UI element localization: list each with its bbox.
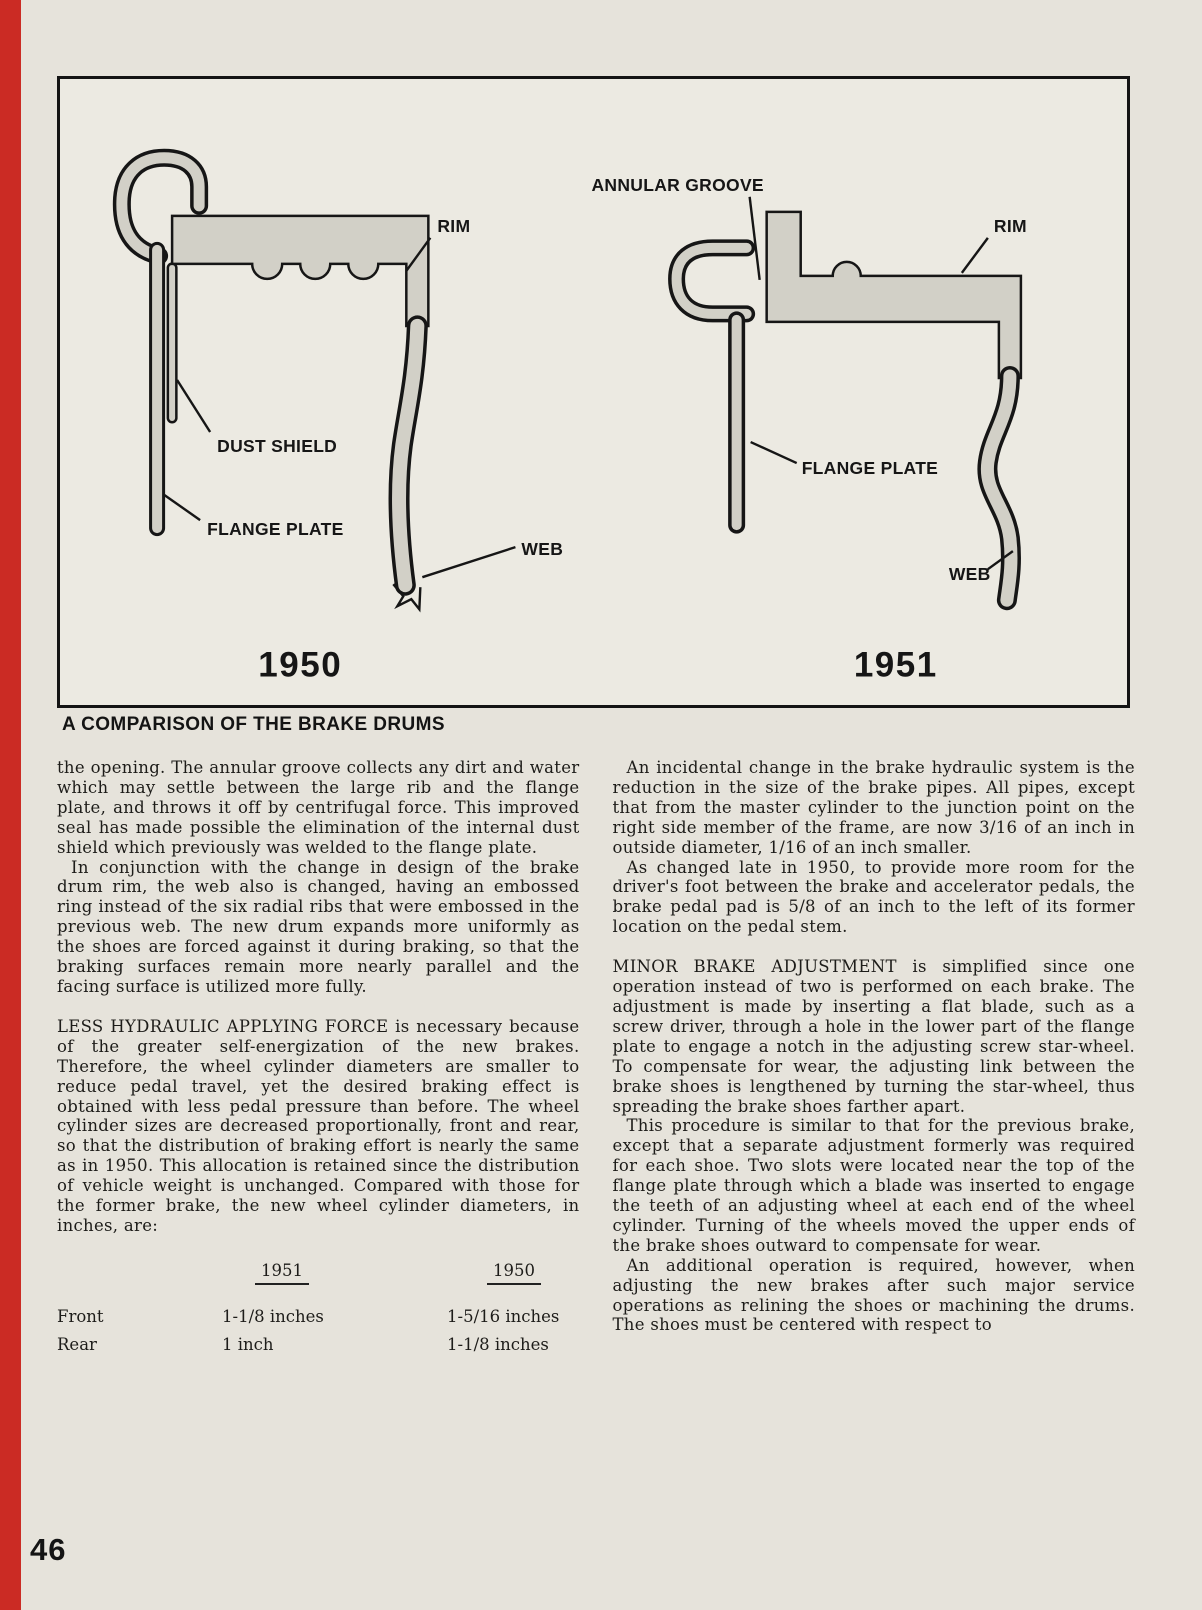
drum-1951-diagram (591, 175, 1026, 684)
table-header-row (57, 1260, 580, 1285)
year-1950-label: 1950 (258, 645, 343, 685)
table-header-1951: 1951 (255, 1260, 309, 1285)
paragraph: In conjunction with the change in design of the brake drum rim, the web also is changed, having an embossed ring instead of the six radial ribs that were embossed in the previous web. The new drum expands more uniformly as the shoes are forced against it during braking, so that the braking surfaces remain more nearly parallel and the facing surface is utilized more fully. (57, 857, 580, 996)
drum-hook-fill (677, 248, 747, 314)
page-number: 46 (30, 1532, 67, 1567)
page-edge-red-bar (0, 0, 21, 1610)
left-column (57, 758, 580, 1359)
flange-plate-label: FLANGE PLATE (207, 519, 344, 540)
rim-label: RIM (437, 215, 471, 236)
body-text (57, 758, 1135, 1359)
paragraph: An additional operation is required, however, when adjusting the new brakes after such major service operations as relining the shoes or machining the drums. The shoes must be centered with respect to (612, 1255, 1135, 1335)
web-label: WEB (521, 539, 564, 560)
value-1951: 1-1/8 inches (222, 1306, 324, 1326)
dust-shield-leader-line (177, 380, 210, 432)
rim-label: RIM (993, 215, 1027, 236)
row-label: Rear (57, 1334, 97, 1354)
row-label: Front (57, 1306, 104, 1326)
web-label: WEB (948, 564, 991, 585)
paragraph: LESS HYDRAULIC APPLYING FORCE is necessary because of the greater self-energization of the new brakes. Therefore, the wheel cylinder diameters are smaller to reduce pedal travel, yet the desired braking effect is obtained with less pedal pressure than before. The wheel cylinder sizes are decreased proportionally, front and rear, so that the distribution of braking effort is nearly the same as in 1950. This allocation is retained since the distribution of vehicle weight is unchanged. Compared with those for the former brake, the new wheel cylinder diameters, in inches, are: (57, 1016, 580, 1235)
paragraph: the opening. The annular groove collects any dirt and water which may settle between the large rib and the flange plate, and throws it off by centrifugal force. This improved seal has made possible the elimination of the internal dust shield which previously was welded to the flange plate. (57, 758, 580, 857)
dust-shield-label: DUST SHIELD (217, 436, 338, 457)
year-1951-label: 1951 (853, 645, 938, 685)
wheel-cylinder-table (57, 1260, 580, 1359)
table-header-1950: 1950 (487, 1260, 541, 1285)
brake-drum-diagram (60, 79, 1127, 705)
flange-plate-leader-line (751, 442, 797, 463)
annular-groove-label: ANNULAR GROOVE (591, 174, 764, 195)
paragraph: An incidental change in the brake hydraulic system is the reduction in the size of the brake pipes. All pipes, except that from the master cylinder to the junction point on the right side member of the frame, are now 3/16 of an inch in outside diameter, 1/16 of an inch smaller. (612, 758, 1135, 857)
paragraph: As changed late in 1950, to provide more room for the driver's foot between the brake and accelerator pedals, the brake pedal pad is 5/8 of an inch to the left of its former location on the pedal stem. (612, 857, 1135, 937)
brake-drum-comparison-figure (57, 76, 1130, 708)
table-row-front (57, 1303, 580, 1331)
flange-plate-label: FLANGE PLATE (801, 458, 939, 479)
annular-groove-leader-line (750, 197, 760, 280)
drum-1950-diagram (122, 158, 563, 684)
flange-plate-leader-line (163, 494, 200, 520)
web-leader-line (422, 547, 515, 577)
rim-leader-line (962, 238, 988, 273)
paragraph: MINOR BRAKE ADJUSTMENT is simplified since one operation instead of two is performed on each brake. The adjustment is made by inserting a flat blade, such as a screw driver, through a hole in the lower part of the flange plate to engage a notch in the adjusting screw star-wheel. To compensate for wear, the adjusting link between the brake shoes is lengthened by turning the star-wheel, thus spreading the brake shoes farther apart. (612, 957, 1135, 1116)
rim-shape (172, 216, 428, 326)
paragraph: This procedure is similar to that for the previous brake, except that a separate adjustment formerly was required for each shoe. Two slots were located near the top of the flange plate through which a blade was inserted to engage the teeth of an adjusting wheel at each end of the wheel cylinder. Turning of the wheels moved the upper ends of the brake shoes outward to compensate for wear. (612, 1116, 1135, 1255)
value-1950: 1-1/8 inches (447, 1334, 549, 1354)
right-column (613, 758, 1136, 1359)
value-1951: 1 inch (222, 1334, 274, 1354)
figure-caption: A COMPARISON OF THE BRAKE DRUMS (62, 714, 445, 735)
table-row-rear (57, 1331, 580, 1359)
table-header-spacer (57, 1260, 222, 1285)
rim-shape (767, 212, 1021, 378)
value-1950: 1-5/16 inches (447, 1306, 560, 1326)
